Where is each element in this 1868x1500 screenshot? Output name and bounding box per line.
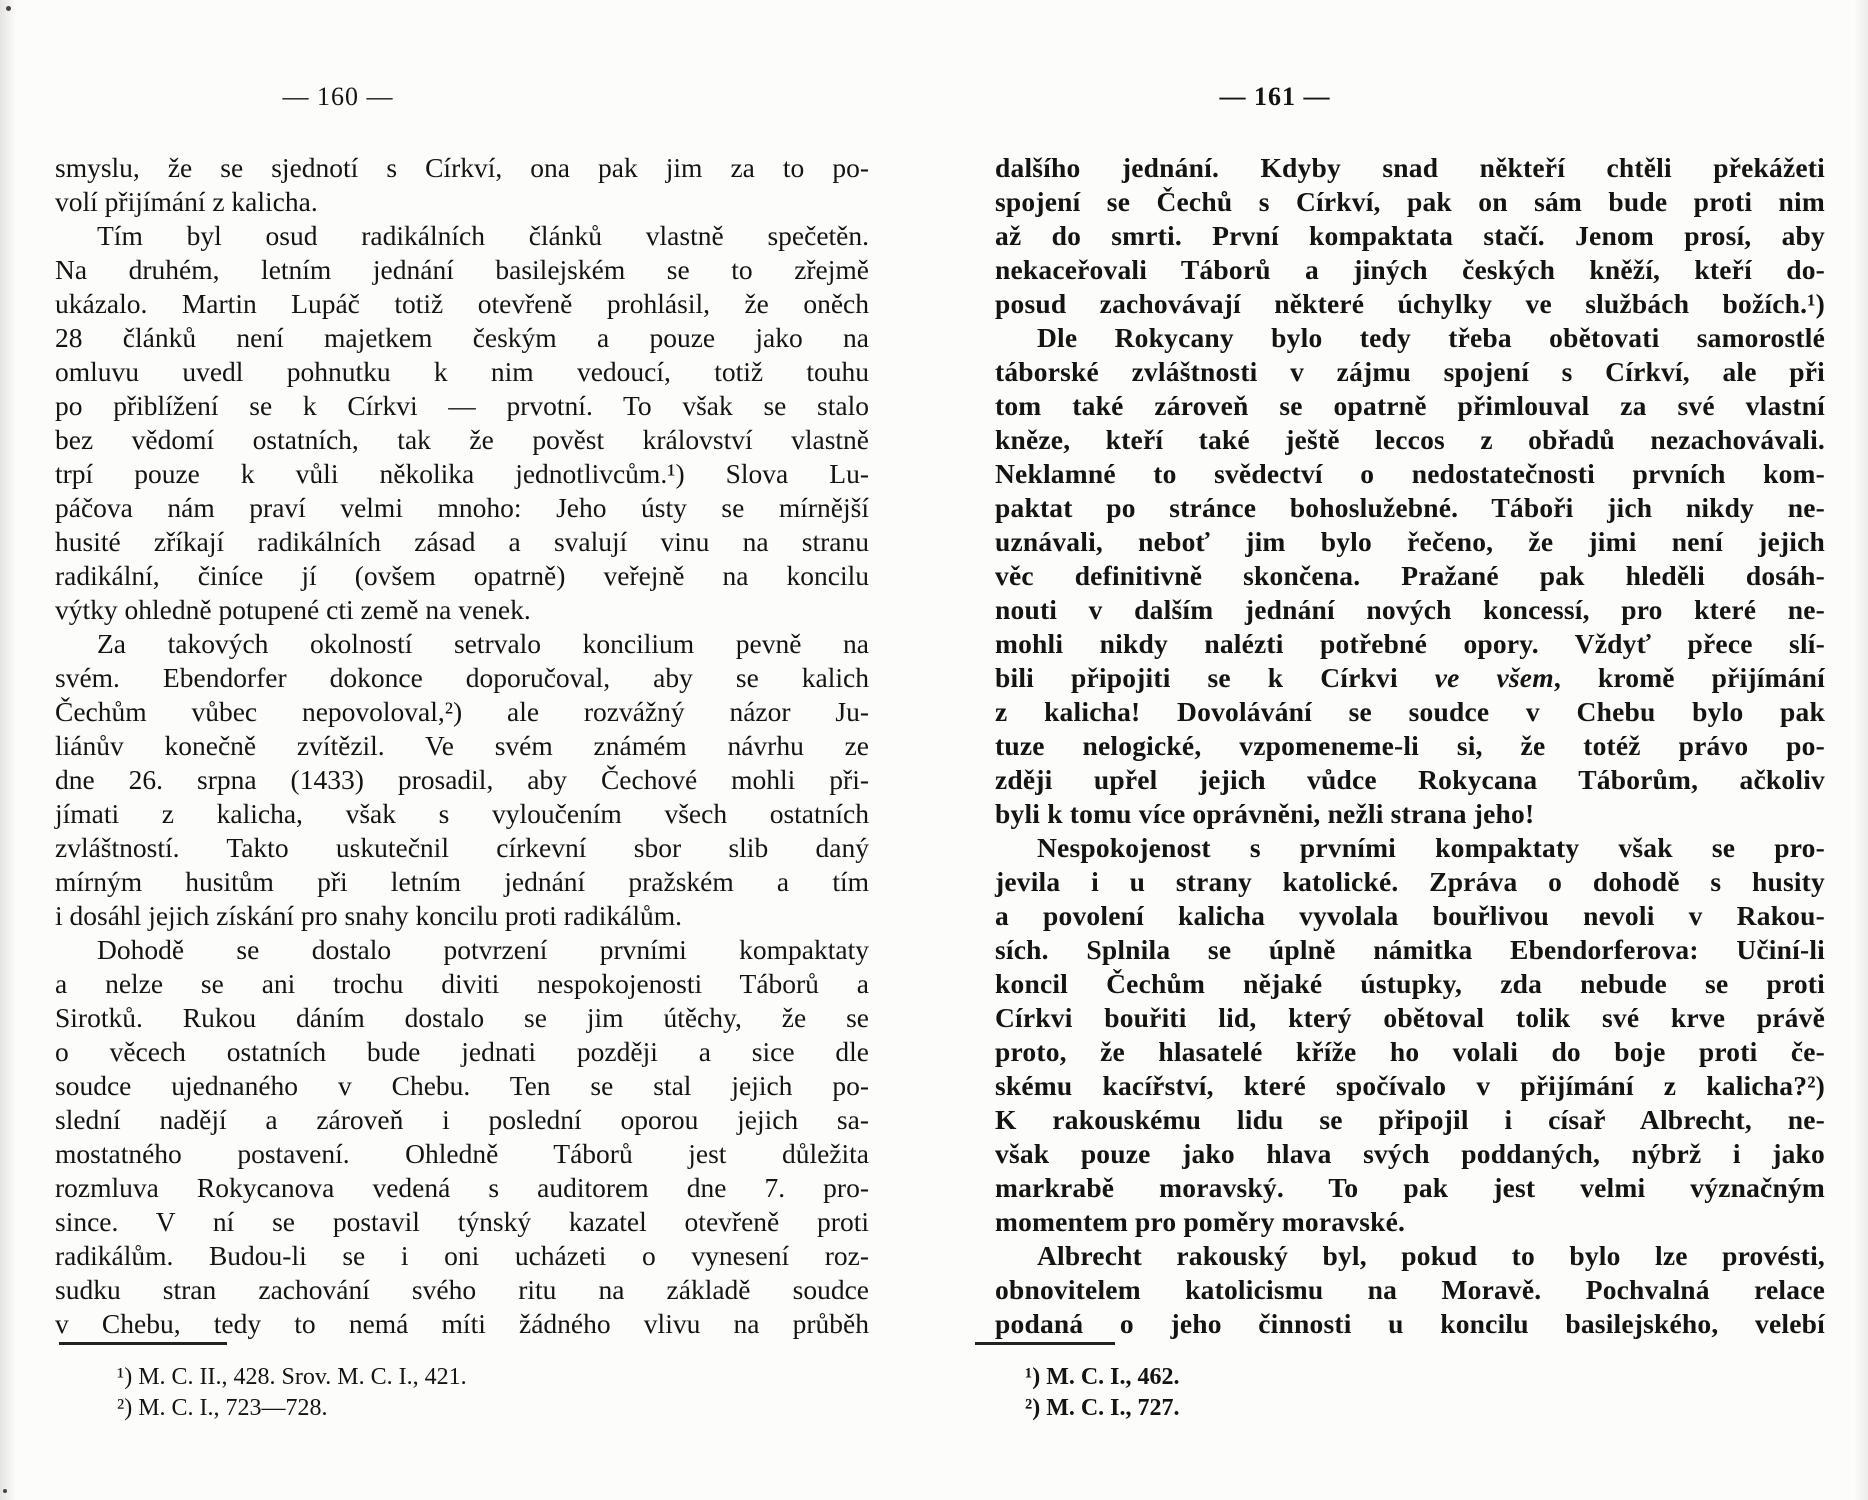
text-line: radikálům. Budou-li se i oni ucházeti o vynesení roz- — [55, 1240, 869, 1271]
text-line: zvláštností. Takto uskutečnil církevní sbor slib daný — [55, 832, 869, 863]
page-body-text — [995, 151, 1825, 1341]
text-line: liánův konečně zvítězil. Ve svém známém návrhu ze — [55, 730, 869, 761]
text-line: a nelze se ani trochu diviti nespokojenosti Táborů a — [55, 968, 869, 999]
text-line: volí přijímání z kalicha. — [55, 186, 318, 217]
text-line: Sirotků. Rukou dáním dostalo se jim útěchy, že se — [55, 1002, 869, 1033]
scan-edge-shadow-left — [0, 0, 16, 1500]
text-line: v Chebu, tedy to nemá míti žádného vlivu na průběh — [55, 1308, 869, 1339]
text-line: slední nadějí a zároveň i poslední oporou jejich sa- — [55, 1104, 869, 1135]
footnote: ²) M. C. I., 727. — [1025, 1395, 1180, 1421]
text-line: byli k tomu více oprávněni, nežli strana jeho! — [995, 798, 1535, 829]
text-line: mohli nikdy nalézti potřebné opory. Vždyť přece slí- — [995, 628, 1825, 659]
page-160 — [55, 0, 869, 1500]
text-line: omluvu uvedl pohnutku k nim vedoucí, totiž touhu — [55, 356, 869, 387]
text-line: až do smrti. První kompaktata stačí. Jenom prosí, aby — [995, 220, 1825, 251]
footnote-block — [1025, 1362, 1180, 1424]
text-line: a povolení kalicha vyvolala bouřlivou nevoli v Rakou- — [995, 900, 1825, 931]
text-line: Tím byl osud radikálních článků vlastně spečetěn. — [97, 220, 869, 251]
text-line: dne 26. srpna (1433) prosadil, aby Čechové mohli při- — [55, 764, 869, 795]
text-line: proto, že hlasatelé kříže ho volali do boje proti če- — [995, 1036, 1825, 1067]
text-line: rozmluva Rokycanova vedená s auditorem dne 7. pro- — [55, 1172, 869, 1203]
text-line: tuze nelogické, vzpomeneme-li si, že totéž právo po- — [995, 730, 1825, 761]
text-line: nekaceřovali Táborů a jiných českých kněží, kteří do- — [995, 254, 1825, 285]
text-line: Na druhém, letním jednání basilejském se to zřejmě — [55, 254, 869, 285]
text-line: soudce ujednaného v Chebu. Ten se stal jejich po- — [55, 1070, 869, 1101]
text-line: koncil Čechům nějaké ústupky, zda nebude se proti — [995, 968, 1825, 999]
text-line: zději upřel jejich vůdce Rokycana Táborům, ačkoliv — [995, 764, 1825, 795]
page-number-left: — 160 — — [282, 82, 394, 111]
text-line: mírným husitům při letním jednání pražském a tím — [55, 866, 869, 897]
text-line: momentem pro poměry moravské. — [995, 1206, 1406, 1237]
text-line: obnovitelem katolicismu na Moravě. Pochvalná relace — [995, 1274, 1825, 1305]
text-line: táborské zvláštnosti v zájmu spojení s Církví, ale při — [995, 356, 1825, 387]
text-line: Čechům vůbec nepovoloval,²) ale rozvážný názor Ju- — [55, 696, 869, 727]
text-line: tom také zároveň se opatrně přimlouval za své vlastní — [995, 390, 1825, 421]
text-line: po přiblížení se k Církvi — prvotní. To však se stalo — [55, 390, 869, 421]
text-line: jímati z kalicha, však s vyloučením všech ostatních — [55, 798, 869, 829]
text-line: kněze, kteří také ještě leccos z obřadů nezachovávali. — [995, 424, 1825, 455]
text-line: svém. Ebendorfer dokonce doporučoval, aby se kalich — [55, 662, 869, 693]
text-line: Za takových okolností setrvalo koncilium pevně na — [97, 628, 869, 659]
footnote: ¹) M. C. I., 462. — [1025, 1364, 1180, 1390]
scan-artifact — [3, 1489, 7, 1493]
scan-artifact — [6, 6, 11, 11]
text-line: sích. Splnila se úplně námitka Ebendorferova: Učiní-li — [995, 934, 1825, 965]
scan-edge-shadow-right — [1854, 0, 1868, 1500]
page-161 — [995, 0, 1825, 1500]
text-line: Albrecht rakouský byl, pokud to bylo lze provésti, — [1037, 1240, 1825, 1271]
text-line: smyslu, že se sjednotí s Církví, ona pak jim za to po- — [55, 152, 869, 183]
text-line: Neklamné to svědectví o nedostatečnosti prvních kom- — [995, 458, 1825, 489]
text-line: posud zachovávají některé úchylky ve službách božích.¹) — [995, 288, 1825, 319]
footnote: ²) M. C. I., 723—728. — [117, 1395, 328, 1421]
text-line: Dohodě se dostalo potvrzení prvními kompaktaty — [97, 934, 869, 965]
text-line: Dle Rokycany bylo tedy třeba obětovati samorostlé — [1037, 322, 1825, 353]
page-body-text — [55, 151, 869, 1341]
text-line: mostatného postavení. Ohledně Táborů jest důležita — [55, 1138, 869, 1169]
text-line: radikální, činíce jí (ovšem opatrně) veřejně na koncilu — [55, 560, 869, 591]
text-line: o věcech ostatních bude jednati později a sice dle — [55, 1036, 869, 1067]
text-line: nouti v dalším jednání nových koncessí, pro které ne- — [995, 594, 1825, 625]
page-number-right: — 161 — — [1219, 82, 1331, 111]
text-line: uznávali, neboť jim bylo řečeno, že jimi není jejich — [995, 526, 1825, 557]
text-line: dalšího jednání. Kdyby snad někteří chtěli překážeti — [995, 152, 1825, 183]
text-line: páčova nám praví velmi mnoho: Jeho ústy se mírnější — [55, 492, 869, 523]
text-line: sudku stran zachování svého ritu na základě soudce — [55, 1274, 869, 1305]
text-line: bez vědomí ostatních, tak že pověst království vlastně — [55, 424, 869, 455]
footnote: ¹) M. C. II., 428. Srov. M. C. I., 421. — [117, 1364, 467, 1390]
footnote-separator — [59, 1342, 227, 1345]
text-line: 28 článků není majetkem českým a pouze jako na — [55, 322, 869, 353]
text-line: z kalicha! Dovolávání se soudce v Chebu bylo pak — [995, 696, 1825, 727]
text-line: paktat po stránce bohoslužebné. Táboři jich nikdy ne- — [995, 492, 1825, 523]
text-line: věc definitivně skončena. Pražané pak hleděli dosáh- — [995, 560, 1825, 591]
text-line: ukázalo. Martin Lupáč totiž otevřeně prohlásil, že oněch — [55, 288, 869, 319]
text-line: jevila i u strany katolické. Zpráva o dohodě s husity — [995, 866, 1825, 897]
text-line: bili připojiti se k Církvi ve všem, kromě přijímání — [995, 662, 1825, 693]
text-line: K rakouskému lidu se připojil i císař Albrecht, ne- — [995, 1104, 1825, 1135]
text-line: Nespokojenost s prvními kompaktaty však se pro- — [1037, 832, 1825, 863]
text-line: spojení se Čechů s Církví, pak on sám bude proti nim — [995, 186, 1825, 217]
text-line: skému kacířství, které spočívalo v přijímání z kalicha?²) — [995, 1070, 1825, 1101]
text-line: však pouze jako hlava svých poddaných, nýbrž i jako — [995, 1138, 1825, 1169]
text-line: since. V ní se postavil týnský kazatel otevřeně proti — [55, 1206, 869, 1237]
text-line: husité zříkají radikálních zásad a svalují vinu na stranu — [55, 526, 869, 557]
text-line: podaná o jeho činnosti u koncilu basilejského, velebí — [995, 1308, 1825, 1339]
footnote-separator — [975, 1342, 1115, 1345]
text-line: výtky ohledně potupené cti země na venek. — [55, 594, 531, 625]
text-line: trpí pouze k vůli několika jednotlivcům.¹) Slova Lu- — [55, 458, 869, 489]
text-line: Církvi bouřiti lid, který obětoval tolik své krve právě — [995, 1002, 1825, 1033]
text-line: i dosáhl jejich získání pro snahy koncilu proti radikálům. — [55, 900, 683, 931]
footnote-block — [117, 1362, 467, 1424]
text-line: markrabě moravský. To pak jest velmi význačným — [995, 1172, 1825, 1203]
